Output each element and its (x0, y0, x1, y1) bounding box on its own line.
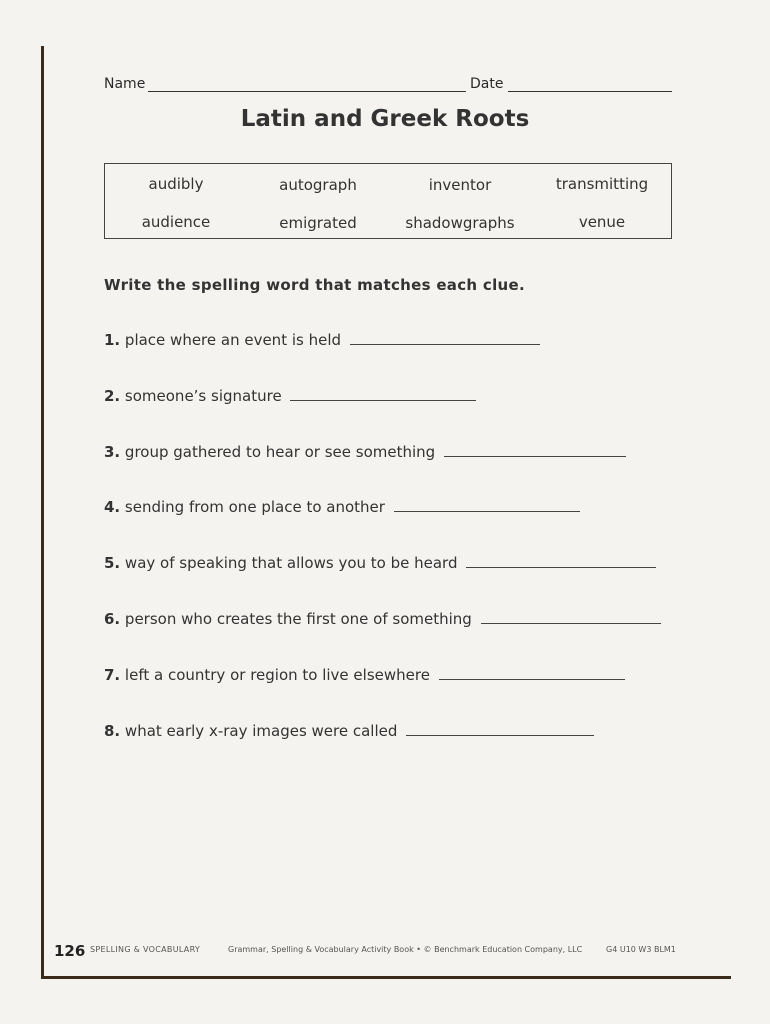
clue-number: 7. (104, 666, 121, 684)
clue-text: way of speaking that allows you to be heard (124, 554, 458, 572)
name-label: Name (104, 76, 146, 92)
clue-text: place where an event is held (124, 331, 342, 349)
word-bank-item: emigrated (279, 214, 357, 232)
answer-line[interactable] (290, 386, 476, 401)
answer-line[interactable] (350, 330, 540, 345)
word-bank-item: audience (141, 213, 211, 231)
instructions: Write the spelling word that matches each clue. (104, 276, 526, 294)
clue-item (104, 442, 626, 461)
header-row (104, 76, 672, 96)
footer (54, 942, 694, 962)
clue-text: left a country or region to live elsewhere (124, 666, 430, 684)
clue-number: 4. (104, 498, 121, 516)
word-bank (104, 163, 672, 239)
date-label: Date (470, 76, 504, 92)
clue-text: group gathered to hear or see something (124, 443, 436, 461)
footer-code: G4 U10 W3 BLM1 (606, 945, 676, 954)
page-number: 126 (54, 942, 86, 960)
clue-item (104, 609, 661, 628)
clue-text: person who creates the first one of something (124, 610, 472, 628)
footer-credit: Grammar, Spelling & Vocabulary Activity Book • © Benchmark Education Company, LLC (228, 945, 583, 954)
clue-number: 3. (104, 443, 121, 461)
answer-line[interactable] (394, 497, 580, 512)
page-border-left (41, 46, 44, 978)
word-bank-item: inventor (428, 176, 492, 194)
name-line (148, 91, 466, 92)
page-title: Latin and Greek Roots (240, 106, 530, 132)
word-bank-item: autograph (279, 176, 357, 194)
word-bank-item: shadowgraphs (405, 214, 515, 232)
clue-number: 8. (104, 722, 121, 740)
clue-item (104, 330, 540, 349)
clue-number: 5. (104, 554, 121, 572)
clue-number: 2. (104, 387, 121, 405)
clue-number: 6. (104, 610, 121, 628)
clue-text: sending from one place to another (124, 498, 385, 516)
answer-line[interactable] (481, 609, 661, 624)
answer-line[interactable] (406, 721, 594, 736)
footer-section: SPELLING & VOCABULARY (90, 945, 201, 954)
clue-text: someone’s signature (124, 387, 282, 405)
clue-item (104, 665, 625, 684)
clue-item (104, 553, 656, 572)
clue-item (104, 386, 476, 405)
clue-number: 1. (104, 331, 121, 349)
word-bank-item: venue (578, 213, 626, 231)
answer-line[interactable] (444, 442, 626, 457)
page-border-bottom (41, 976, 731, 979)
clue-item (104, 721, 594, 740)
answer-line[interactable] (439, 665, 625, 680)
word-bank-item: audibly (148, 175, 204, 193)
clue-text: what early x-ray images were called (124, 722, 398, 740)
word-bank-item: transmitting (555, 175, 649, 193)
date-line (508, 91, 672, 92)
clue-item (104, 497, 580, 516)
answer-line[interactable] (466, 553, 656, 568)
